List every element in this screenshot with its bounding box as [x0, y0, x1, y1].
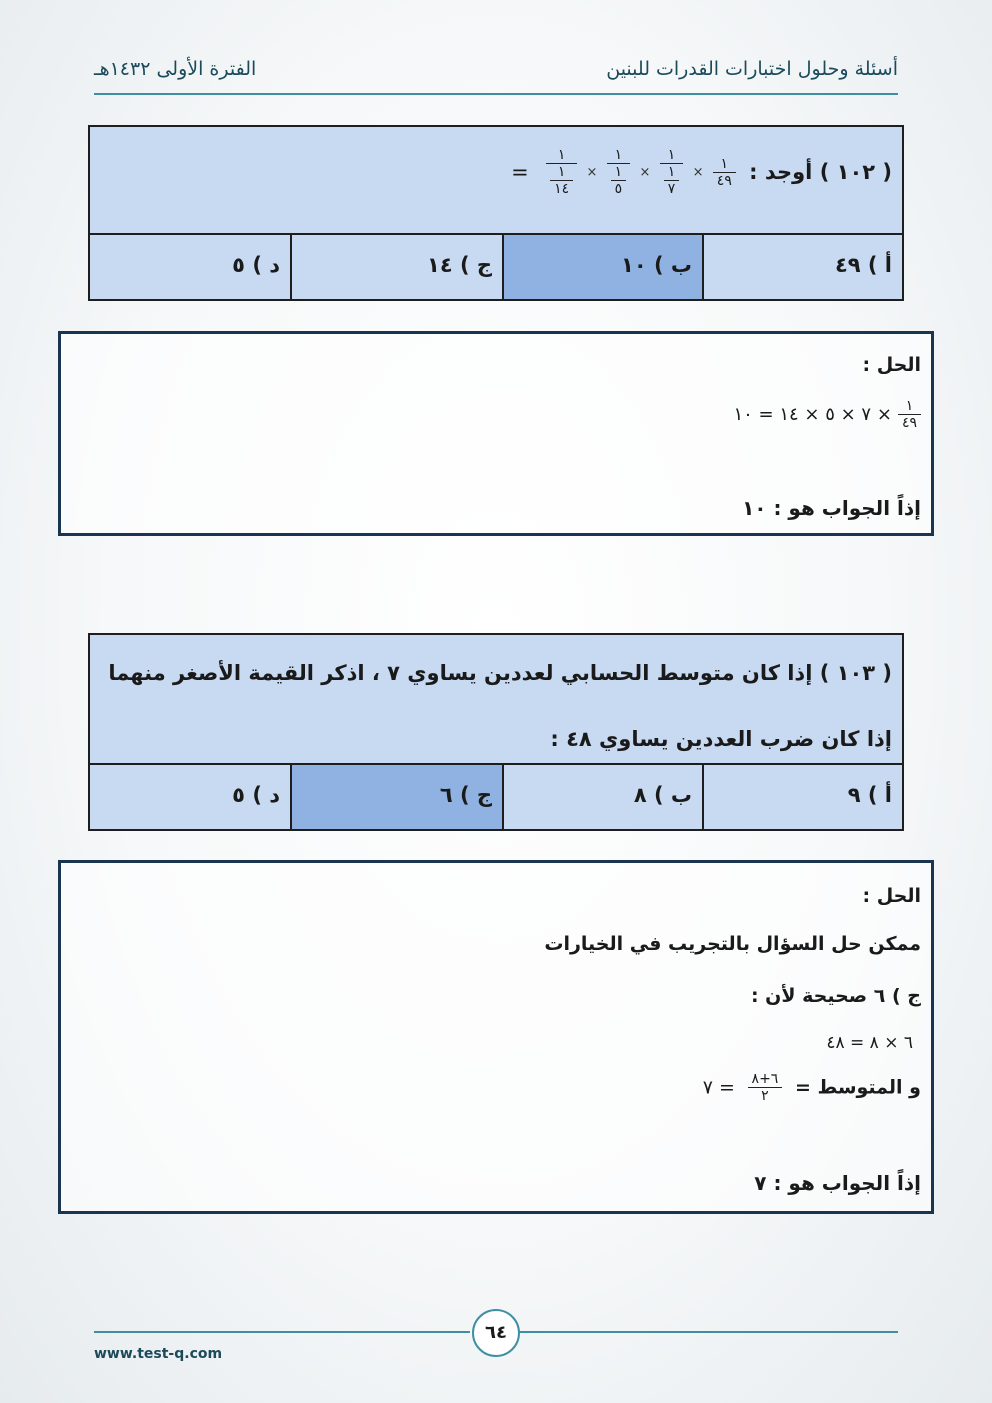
header-title-right: أسئلة وحلول اختبارات القدرات للبنين	[606, 58, 898, 80]
fraction-3: $\frac{١}{\frac{١}{٥}}$	[607, 147, 631, 197]
question-102-box	[88, 125, 904, 301]
option-a[interactable]: أ ) ٤٩	[702, 235, 902, 299]
fraction-4: $\frac{١}{\frac{١}{١٤}}$	[546, 147, 577, 197]
times-sign: ×	[692, 164, 704, 180]
question-103-line1: ( ١٠٣ ) إذا كان متوسط الحسابي لعددين يساوي ٧ ، اذكر القيمة الأصغر منهما	[108, 661, 892, 685]
question-102-stem	[511, 147, 892, 197]
fraction-2: $\frac{١}{\frac{١}{٧}}$	[660, 147, 684, 197]
option-c[interactable]: ج ) ١٤	[290, 235, 502, 299]
question-102-number: ( ١٠٢ )	[819, 160, 892, 184]
option-b[interactable]: ب ) ٨	[502, 765, 702, 829]
solution-103-line3: ٦ × ٨ = ٤٨	[826, 1033, 913, 1053]
header-title-left: الفترة الأولى ١٤٣٢هـ	[94, 58, 257, 80]
fraction-1: $\frac{١}{٤٩}$	[713, 156, 736, 189]
page-number: ٦٤	[472, 1309, 520, 1357]
option-d[interactable]: د ) ٥	[90, 765, 290, 829]
option-c-correct[interactable]: ج ) ٦	[290, 765, 502, 829]
solution-title: الحل :	[862, 354, 921, 376]
question-103-line2: إذا كان ضرب العددين يساوي ٤٨ :	[550, 727, 892, 751]
question-103-options	[90, 763, 902, 829]
solution-title: الحل :	[862, 885, 921, 907]
question-103-box	[88, 633, 904, 831]
question-102-prompt: أوجد :	[749, 160, 813, 184]
option-b-correct[interactable]: ب ) ١٠	[502, 235, 702, 299]
times-sign: ×	[639, 164, 651, 180]
option-d[interactable]: د ) ٥	[90, 235, 290, 299]
header-divider	[94, 93, 898, 95]
solution-102-equation: $\frac{١}{٤٩}$ × ٧ × ٥ × ١٤ = ١٠	[733, 398, 921, 431]
website-url: www.test-q.com	[94, 1346, 223, 1362]
solution-103-line2: ج ) ٦ صحيحة لأن :	[750, 985, 921, 1007]
solution-102-answer: إذاً الجواب هو : ١٠	[742, 496, 921, 520]
solution-103-answer: إذاً الجواب هو : ٧	[754, 1171, 921, 1195]
equals-sign: =	[511, 160, 529, 184]
solution-103-box	[58, 860, 934, 1214]
times-sign: ×	[586, 164, 598, 180]
solution-102-box	[58, 331, 934, 536]
question-102-options	[90, 233, 902, 299]
option-a[interactable]: أ ) ٩	[702, 765, 902, 829]
solution-103-line1: ممكن حل السؤال بالتجريب في الخيارات	[544, 933, 921, 955]
footer-divider-left	[94, 1331, 470, 1333]
footer-divider-right	[518, 1331, 898, 1333]
solution-103-mean: و المتوسط = $\frac{٦+٨}{٢}$ = ٧	[702, 1071, 921, 1104]
